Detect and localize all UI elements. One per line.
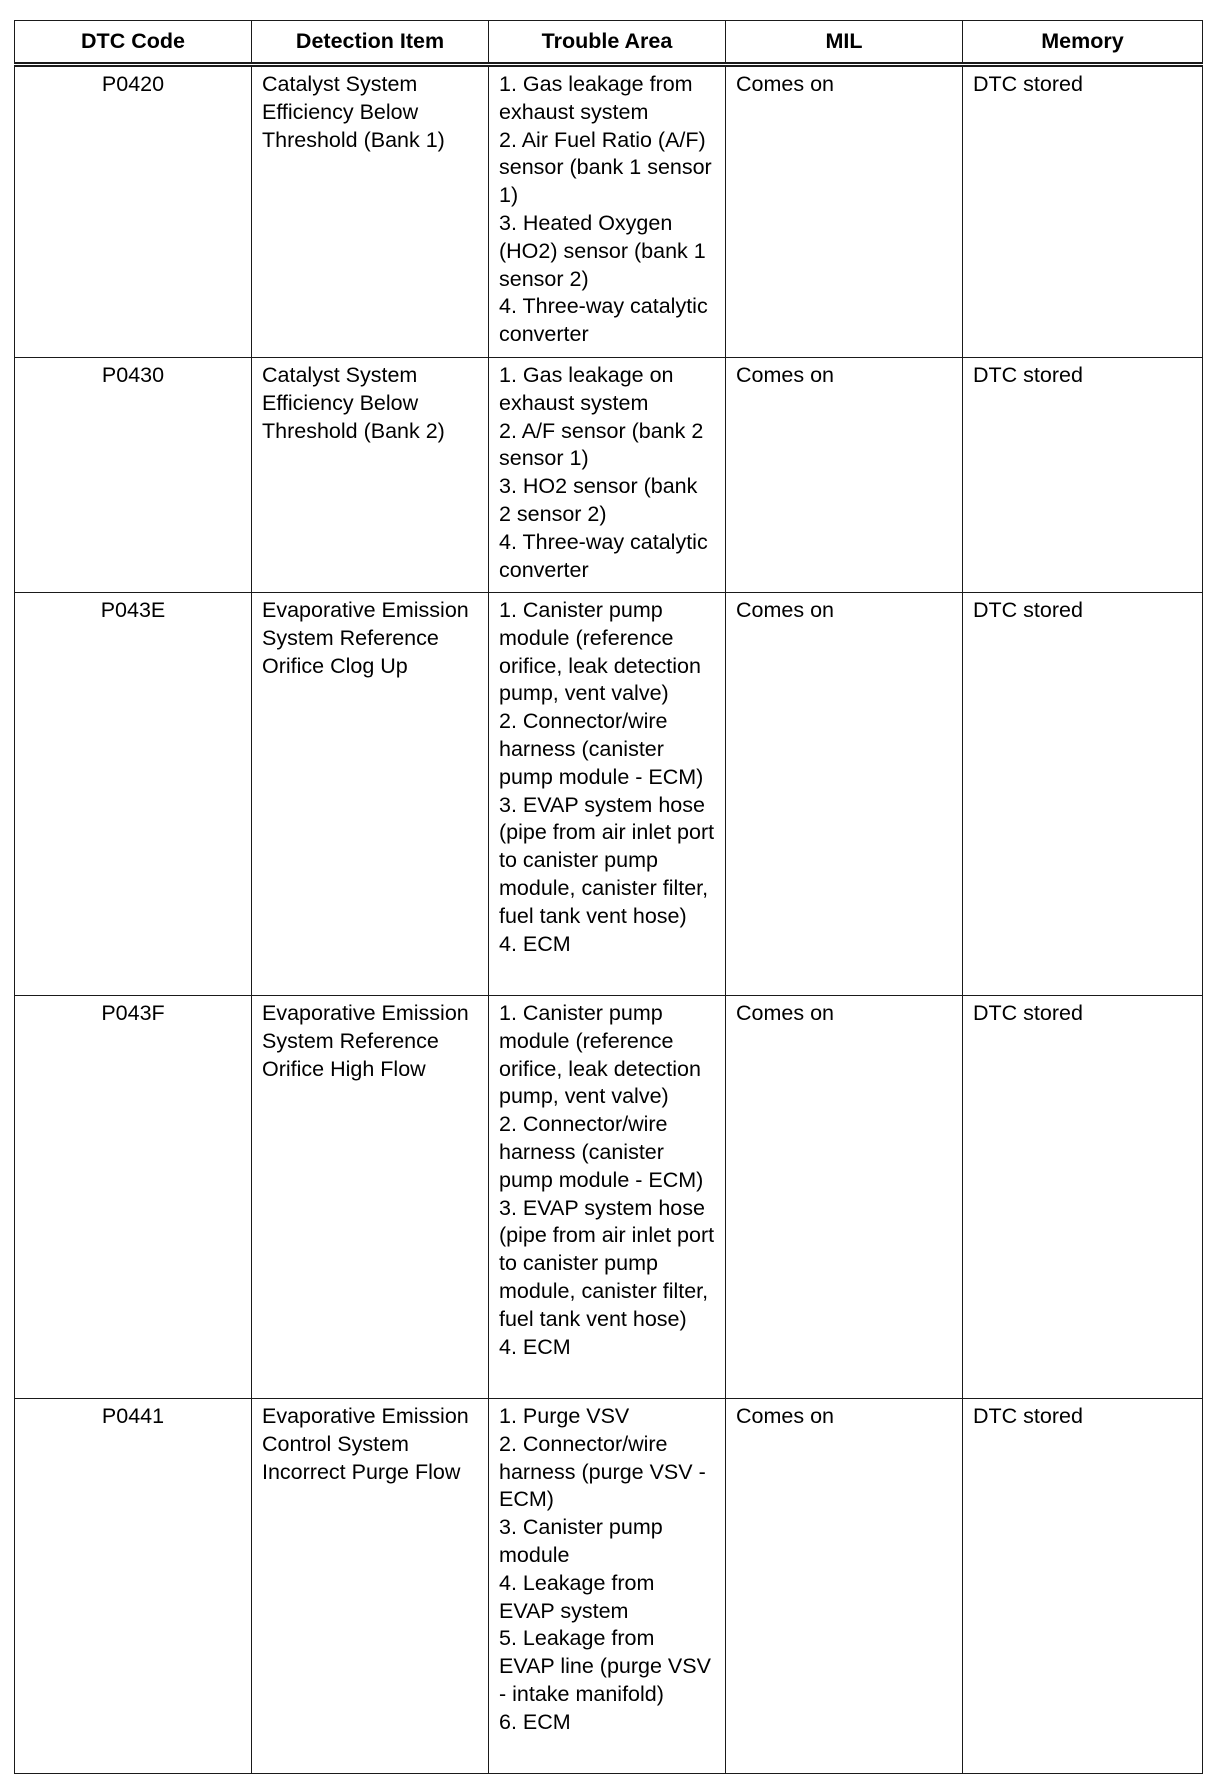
trouble-area-line: 3. EVAP system hose (pipe from air inlet port to canister pump module, canister filter, fuel tank vent hose) [499,1195,715,1331]
trouble-area-line: 3. Heated Oxygen (HO2) sensor (bank 1 sensor 2) [499,210,706,291]
mil-cell: Comes on [726,1399,963,1774]
mil-cell: Comes on [726,358,963,593]
trouble-area-line: 4. Leakage from EVAP system [499,1570,655,1623]
detection-item-cell: Evaporative Emission System Reference Orifice Clog Up [252,593,489,996]
trouble-area-line: 4. ECM [499,1334,571,1359]
trouble-area-line: 1. Gas leakage from exhaust system [499,72,693,124]
memory-cell: DTC stored [963,65,1203,358]
trouble-area-line: 4. Three-way catalytic converter [499,294,708,347]
dtc-code-cell: P0420 [15,65,252,358]
detection-item-cell: Evaporative Emission System Reference Orifice High Flow [252,996,489,1399]
trouble-area-line: 4. Three-way catalytic converter [499,529,708,582]
trouble-area-cell [489,358,726,593]
trouble-area-line: 4. ECM [499,931,571,956]
trouble-area-line: 3. HO2 sensor (bank 2 sensor 2) [499,474,698,526]
table-row [15,65,1203,358]
table-body [15,65,1203,1774]
header-detection-item: Detection Item [252,21,489,65]
dtc-table [14,20,1203,1774]
mil-cell: Comes on [726,996,963,1399]
trouble-area-line: 6. ECM [499,1709,571,1734]
table-row [15,358,1203,593]
trouble-area-line: 1. Canister pump module (reference orifice, leak detection pump, vent valve) [499,598,701,706]
header-memory: Memory [963,21,1203,65]
memory-cell: DTC stored [963,358,1203,593]
table-header [15,21,1203,65]
memory-cell: DTC stored [963,1399,1203,1774]
trouble-area-cell [489,593,726,996]
table-row [15,1399,1203,1774]
header-row [15,21,1203,65]
trouble-area-line: 2. Connector/wire harness (canister pump module - ECM) [499,1112,704,1192]
trouble-area-line: 1. Purge VSV [499,1404,630,1428]
trouble-area-line: 2. A/F sensor (bank 2 sensor 1) [499,418,704,471]
trouble-area-line: 3. Canister pump module [499,1515,663,1567]
trouble-area-line: 1. Canister pump module (reference orifice, leak detection pump, vent valve) [499,1001,701,1109]
mil-cell: Comes on [726,65,963,358]
trouble-area-line: 5. Leakage from EVAP line (purge VSV - intake manifold) [499,1626,711,1706]
trouble-area-cell [489,1399,726,1774]
trouble-area-line: 3. EVAP system hose (pipe from air inlet port to canister pump module, canister filter, fuel tank vent hose) [499,792,715,928]
table-row [15,593,1203,996]
trouble-area-line: 2. Connector/wire harness (purge VSV - ECM) [499,1431,706,1512]
table-row [15,996,1203,1399]
dtc-code-cell: P0430 [15,358,252,593]
mil-cell: Comes on [726,593,963,996]
trouble-area-line: 1. Gas leakage on exhaust system [499,363,674,415]
detection-item-cell: Evaporative Emission Control System Incorrect Purge Flow [252,1399,489,1774]
header-trouble-area: Trouble Area [489,21,726,65]
header-mil: MIL [726,21,963,65]
trouble-area-line: 2. Connector/wire harness (canister pump module - ECM) [499,709,704,789]
trouble-area-cell [489,996,726,1399]
detection-item-cell: Catalyst System Efficiency Below Threshold (Bank 1) [252,65,489,358]
memory-cell: DTC stored [963,593,1203,996]
memory-cell: DTC stored [963,996,1203,1399]
trouble-area-cell [489,65,726,358]
header-dtc-code: DTC Code [15,21,252,65]
dtc-code-cell: P0441 [15,1399,252,1774]
dtc-code-cell: P043F [15,996,252,1399]
detection-item-cell: Catalyst System Efficiency Below Threshold (Bank 2) [252,358,489,593]
dtc-code-cell: P043E [15,593,252,996]
trouble-area-line: 2. Air Fuel Ratio (A/F) sensor (bank 1 sensor 1) [499,127,712,208]
